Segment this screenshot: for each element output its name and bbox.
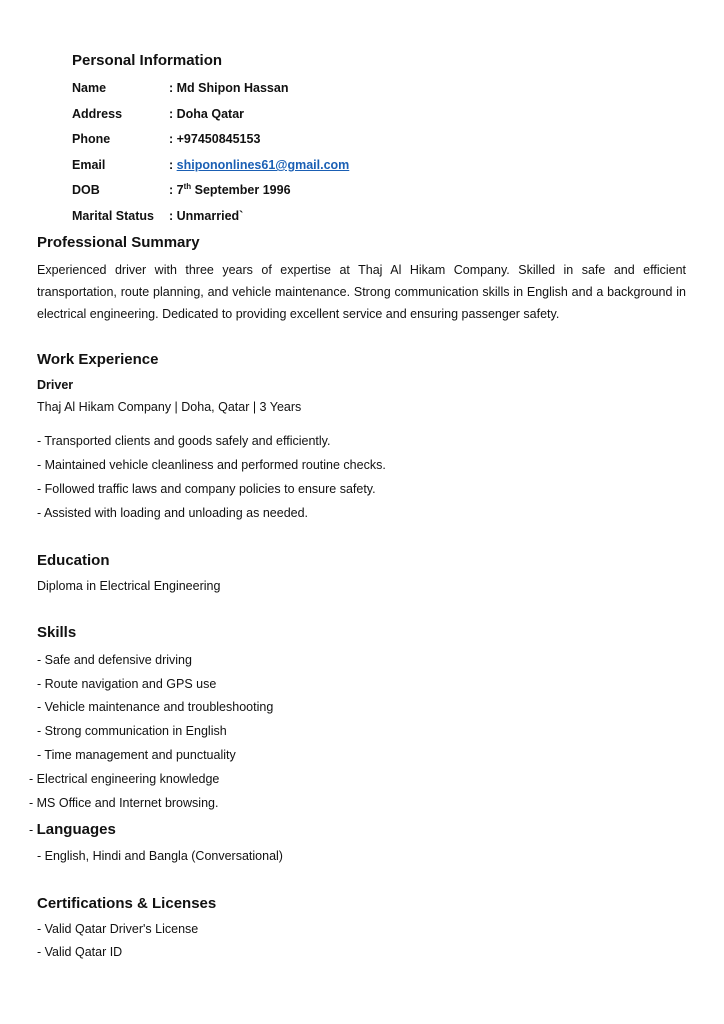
certification-item: - Valid Qatar ID [37,945,123,959]
skill-item: - MS Office and Internet browsing. [29,796,219,810]
work-bullet: - Transported clients and goods safely and efficiently. [37,434,331,448]
name-label: Name [72,81,107,95]
marital-value: : Unmarried` [169,209,244,223]
dob-value [169,183,291,197]
languages-heading-row [29,821,116,838]
job-title: Driver [37,378,74,392]
skill-item: - Vehicle maintenance and troubleshooting [37,700,274,714]
work-bullet: - Maintained vehicle cleanliness and performed routine checks. [37,458,386,472]
certifications-heading: Certifications & Licenses [37,895,217,912]
skill-item: - Strong communication in English [37,724,227,738]
marital-label: Marital Status [72,209,154,223]
work-heading: Work Experience [37,351,159,368]
dob-label: DOB [72,183,100,197]
email-link[interactable]: shipononlines61@gmail.com [176,158,350,172]
personal-info-heading: Personal Information [72,52,223,69]
dob-rest: September 1996 [191,183,291,197]
job-company: Thaj Al Hikam Company | Doha, Qatar | 3 Years [37,400,302,414]
email-value [169,158,349,172]
address-value: : Doha Qatar [169,107,245,121]
education-heading: Education [37,552,110,569]
education-item: Diploma in Electrical Engineering [37,579,221,593]
skill-item: - Electrical engineering knowledge [29,772,220,786]
skills-heading: Skills [37,624,77,641]
skill-item: - Route navigation and GPS use [37,677,217,691]
language-item: - English, Hindi and Bangla (Conversational) [37,849,283,863]
name-value: : Md Shipon Hassan [169,81,289,95]
email-label: Email [72,158,106,172]
summary-heading: Professional Summary [37,234,200,251]
phone-value: : +97450845153 [169,132,261,146]
work-bullet: - Assisted with loading and unloading as needed. [37,506,309,520]
certification-item: - Valid Qatar Driver's License [37,922,199,936]
skill-item: - Safe and defensive driving [37,653,192,667]
summary-text: Experienced driver with three years of expertise at Thaj Al Hikam Company. Skilled in safe and efficient transportation, route planning, and vehicle maintenance. Strong communication skills in English and a background in electrical engineering. Dedicated to providing excellent service and ensuring passenger safety. [37,263,686,321]
work-bullet: - Followed traffic laws and company policies to ensure safety. [37,482,376,496]
phone-label: Phone [72,132,111,146]
languages-heading: Languages [36,821,116,838]
skill-item: - Time management and punctuality [37,748,236,762]
dob-ordinal: th [183,181,192,191]
languages-dash: - [29,823,37,837]
email-prefix: : [169,158,177,172]
dob-prefix: : 7 [169,183,184,197]
address-label: Address [72,107,123,121]
